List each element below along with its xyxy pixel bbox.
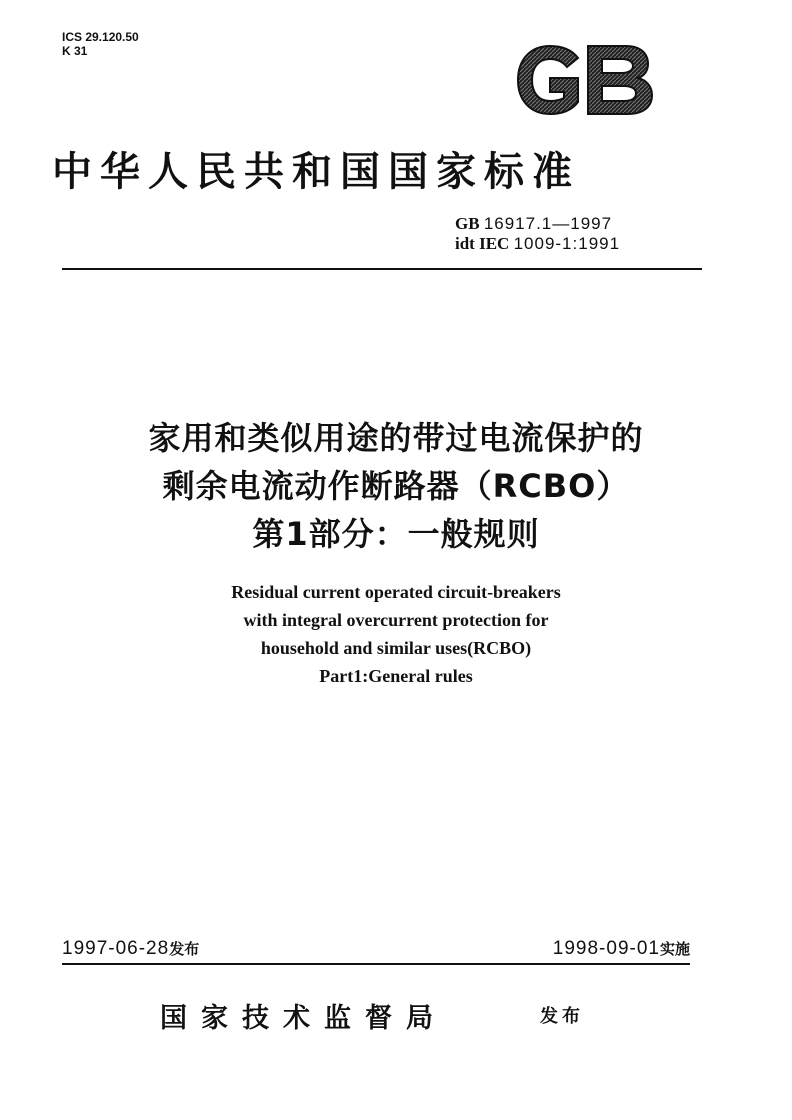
classification-codes xyxy=(62,30,139,58)
english-title-line-4: Part1:General rules xyxy=(319,666,473,686)
english-title-line-1: Residual current operated circuit-breakers xyxy=(231,582,561,602)
english-title xyxy=(0,578,792,690)
gb-logo-graphic xyxy=(512,40,656,120)
english-title-line-2: with integral overcurrent protection for xyxy=(243,610,549,630)
ccs-code: K 31 xyxy=(62,44,88,58)
effective-date: 1998-09-01 xyxy=(552,938,660,959)
gb-number-line xyxy=(455,214,620,234)
issue-date: 1997-06-28 xyxy=(62,938,170,959)
idt-number: 1009-1:1991 xyxy=(513,234,621,253)
top-divider xyxy=(62,268,702,270)
effective-date-block xyxy=(553,938,690,960)
idt-line xyxy=(455,234,620,254)
chinese-title-line-2: 剩余电流动作断路器（RCBO） xyxy=(162,467,630,505)
issue-label: 发布 xyxy=(169,940,200,958)
gb-number: 16917.1—1997 xyxy=(483,214,613,233)
issue-date-block xyxy=(62,938,199,960)
idt-label: idt IEC xyxy=(455,234,510,253)
standard-number-block xyxy=(455,214,620,254)
chinese-title-line-3: 第1部分：一般规则 xyxy=(252,515,540,553)
gb-logo xyxy=(512,40,656,120)
chinese-title-line-1: 家用和类似用途的带过电流保护的 xyxy=(148,419,644,457)
gb-label: GB xyxy=(455,214,480,233)
ics-code: ICS 29.120.50 xyxy=(62,30,139,44)
effective-label: 实施 xyxy=(659,940,690,958)
publisher-name: 国家技术监督局 xyxy=(160,1003,447,1034)
national-standard-title: 中华人民共和国国家标准 xyxy=(52,148,580,195)
chinese-title xyxy=(0,414,792,558)
publisher-action: 发布 xyxy=(540,1006,584,1027)
english-title-line-3: household and similar uses(RCBO) xyxy=(260,638,532,658)
bottom-divider xyxy=(62,963,690,965)
